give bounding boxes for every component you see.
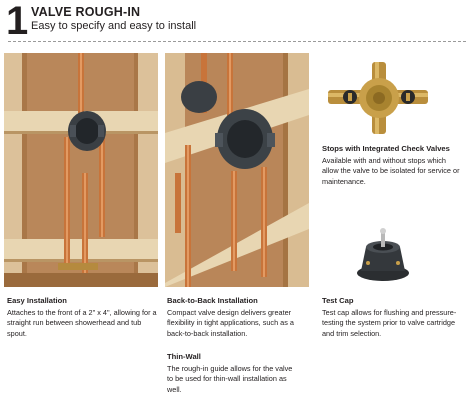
test-cap-body: Test cap allows for flushing and pressure-testing the system prior to valve cartridge and trim selection. <box>322 308 457 338</box>
back-to-back-photo <box>165 53 309 287</box>
section-subtitle: Easy to specify and easy to install <box>31 20 197 32</box>
stops-body: Available with and without stops which allow the valve to be isolated for service or maintenance. <box>322 156 460 186</box>
easy-installation-title: Easy Installation <box>7 296 67 305</box>
easy-installation-photo <box>4 53 158 287</box>
test-cap-caption <box>322 296 462 339</box>
back-to-back-title: Back-to-Back Installation <box>167 296 258 305</box>
back-to-back-caption <box>167 296 307 339</box>
test-cap-photo <box>352 227 414 283</box>
thin-wall-caption <box>167 352 297 395</box>
easy-installation-caption <box>7 296 157 339</box>
thin-wall-body: The rough-in guide allows for the valve to be used for thin-wall installation as well. <box>167 364 293 394</box>
easy-installation-body: Attaches to the front of a 2" x 4", allowing for a straight run between showerhead and tub spout. <box>7 308 157 338</box>
step-number: 1 <box>6 0 29 43</box>
stops-caption <box>322 144 462 187</box>
stops-title: Stops with Integrated Check Valves <box>322 144 450 153</box>
thin-wall-title: Thin-Wall <box>167 352 201 361</box>
header-divider <box>8 41 466 42</box>
section-title: VALVE ROUGH-IN <box>31 5 141 19</box>
valve-body-photo <box>328 62 428 134</box>
test-cap-title: Test Cap <box>322 296 354 305</box>
section-header <box>0 0 474 44</box>
back-to-back-body: Compact valve design delivers greater flexibility in tight applications, such as a back-to-back installation. <box>167 308 294 338</box>
